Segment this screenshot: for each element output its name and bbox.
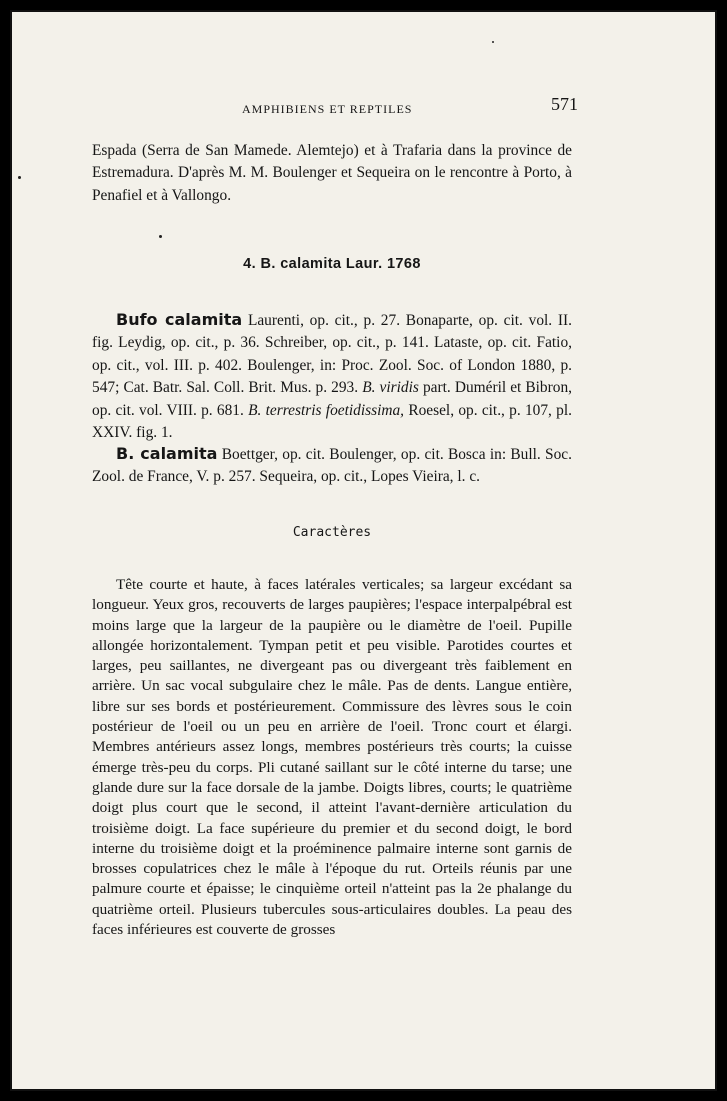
book-page [10,10,717,1091]
print-speck [18,176,21,179]
synonymy-block-1 [92,309,572,444]
synonym-reference-text: Laurenti, op. cit., p. 27. Bonaparte, op. cit. vol. II. fig. Leydig, op. cit., p. 36. Schreiber, op. cit., p. 141. Lataste, op. cit. Fatio, op. cit., vol. III. p. 402. Boulenger, in: Proc. Zool. Soc. of London 1880, p. 547; Cat. Batr. Sal. Coll. Brit. Mus. p. 293. [92,312,572,397]
print-speck [492,41,494,43]
synonymy-block-2 [92,443,572,489]
species-heading: 4. B. calamita Laur. 1768 [243,256,421,272]
description-paragraph: Tête courte et haute, à faces latérales verticales; sa largeur excédant sa longueur. Yeux gros, recouverts de larges paupières; l'espace interpalpébral est moins large que la largeur de la paupière ou le diamètre de l'oeil. Pupille allongée horizontalement. Tympan petit et peu visible. Parotides courtes et larges, peu saillantes, ne divergeant pas ou divergeant très faiblement en arrière. Un sac vocal subgulaire chez le mâle. Pas de dents. Langue entière, libre sur ses bords et postérieurement. Commissure des lèvres sous le coin postérieur de l'oeil ou un peu en arrière de l'oeil. Tronc court et élargi. Membres antérieurs assez longs, membres postérieurs très courts; la cuisse émerge très-peu du corps. Pli cutané saillant sur le côté interne du tarse; une glande dure sur la face dorsale de la jambe. Doigts libres, courts; le quatrième doigt plus court que le second, il atteint l'avant-dernière articulation du troisième doigt. La face supérieure du premier et du second doigt, le bord interne du troisième doigt et la proéminence palmaire interne sont garnis de brosses copulatrices chez le mâle à l'époque du rut. Orteils réunis par une palmure courte et épaisse; le cinquième orteil n'atteint pas la 2e phalange du quatrième orteil. Plusieurs tubercules sous-articulaires doubles. La peau des faces inférieures est couverte de grosses [92,576,572,939]
section-title: Caractères [292,525,372,540]
intro-paragraph: Espada (Serra de San Mamede. Alemtejo) et à Trafaria dans la province de Estremadura. D'après M. M. Boulenger et Sequeira on le rencontre à Porto, à Penafiel et à Vallongo. [92,142,572,204]
running-head: AMPHIBIENS ET REPTILES [242,102,413,116]
page-header [92,94,582,124]
synonym-name: Bufo calamita [116,310,243,329]
synonym-italic-name-2: B. terrestris foetidissima, [248,401,405,419]
synonym-reference-text-2: part. Duméril et Bibron, op. cit. vol. VIII. p. 681. [92,379,572,419]
page-number: 571 [551,94,578,114]
synonym-reference-text-block-2: Boettger, op. cit. Boulenger, op. cit. Bosca in: Bull. Soc. Zool. de France, V. p. 257. Sequeira, op. cit., Lopes Vieira, l. c. [92,446,572,486]
print-speck [159,235,162,238]
synonym-reference-text-3: Roesel, op. cit., p. 107, pl. XXIV. fig. 1. [92,401,572,442]
synonym-italic-name: B. viridis [362,379,419,397]
synonym-name-2: B. calamita [116,444,218,463]
